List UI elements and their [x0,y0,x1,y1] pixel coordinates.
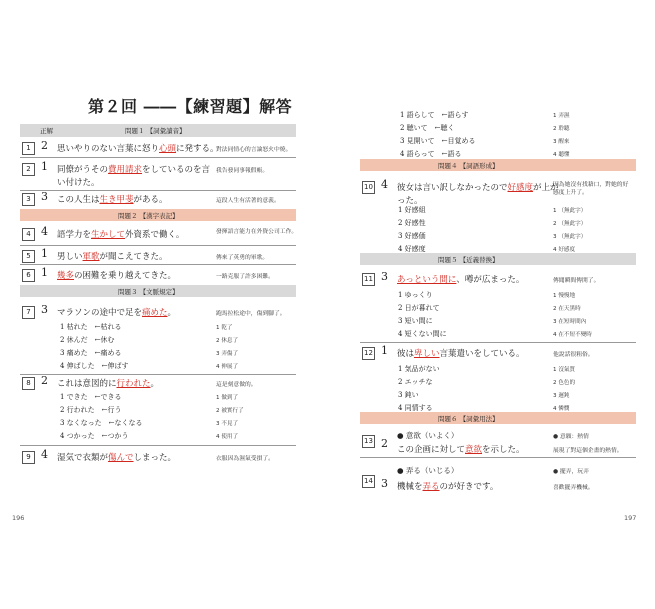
sentence-suffix: 言葉遣いをしている。 [439,349,525,359]
definition-heading: ● 意欲（いよく） [397,431,459,440]
question-sentence [57,193,168,205]
translation: 我告發同事報假帳。 [216,168,269,174]
translation: 衣服因為濕氣受損了。 [216,456,274,462]
sentence-continuation: い付けた。 [57,178,100,188]
sentence-prefix: 彼は [397,349,415,359]
sentence-prefix: 男しい [57,252,83,262]
answer-word: 行われた [116,379,151,389]
page-number-right: 197 [624,514,637,522]
sentence-prefix: これは意図的に [57,379,117,389]
definition-heading: ● 弄る（いじる） [397,466,459,475]
answer-word: 好感度 [507,183,534,193]
translation: 傳來了英勇的軍歌。 [216,255,269,261]
answer-word: 卑しい [414,349,440,359]
option-translation: 2 被實行了 [216,408,244,414]
option-translation: 2 休息了 [216,338,239,344]
question-sentence [57,228,184,240]
option: 3 なくなった ←なくなる [60,419,143,427]
question-number: 8 [22,377,35,390]
answer-number: 1 [41,266,48,279]
answer-number: 1 [41,160,48,173]
question-number: 12 [362,347,375,360]
option-translation: 3 遲鈍 [553,393,570,399]
sentence-prefix: この企画に対して [397,445,466,455]
divider [20,445,296,446]
answer-word: 弄る [422,482,440,492]
section-bar [20,209,296,221]
sentence-suffix: をしているのを言 [142,165,211,175]
section-heading: 問題６ 【詞彙用法】 [438,415,499,423]
sentence-suffix: しまった。 [133,453,177,463]
section-bar [360,159,636,171]
sentence-continuation: った。 [397,196,423,206]
answer-word: 費用請求 [108,165,143,175]
sentence-suffix: を示した。 [482,445,525,455]
question-number: 13 [362,435,375,448]
option: 3 鈍い [398,391,419,399]
sentence-prefix: マラソンの途中で足を [57,308,143,318]
answer-number: 2 [41,374,48,387]
option: 3 好感価 [398,232,426,240]
option: 4 つかった ←つかう [60,432,129,440]
definition-translation: ● 意願：熱情 [553,434,589,440]
divider [20,374,296,375]
option: 4 同情する [398,404,433,412]
option: 4 語らって ←語る [400,150,462,158]
translation: 這是刻意做的。 [216,382,257,388]
option-translation: 1 弄濕 [553,113,570,119]
answer-number: 2 [41,139,48,152]
section-bar [360,253,636,265]
translation: 發揮語言能力在外資公司工作。 [216,229,298,235]
answer-word: 軍歌 [82,252,100,262]
answer-number: 1 [381,344,388,357]
sentence-prefix: 同僚がうその [57,165,109,175]
option-translation: 2 （無此字） [553,221,587,227]
question-sentence [397,181,559,193]
option-translation: 3 （無此字） [553,234,587,240]
option-translation: 3 醒來 [553,139,570,145]
option: 2 行われた ←行う [60,406,122,414]
option: 1 語らして ←語らす [400,111,469,119]
question-number: 14 [362,475,375,488]
sentence-prefix: 思いやりのない言葉に怒り [57,144,160,154]
question-number: 10 [362,181,375,194]
answer-number: 3 [381,477,388,490]
section-bar [20,285,296,297]
answer-number: 4 [41,448,48,461]
question-sentence [397,347,525,359]
question-number: 3 [22,193,35,206]
option-translation: 1 乾了 [216,325,233,331]
question-sentence [57,269,176,281]
section-heading: 問題１ 【詞彙讀音】 [125,127,186,135]
sentence-suffix: 。 [150,379,160,389]
translation: 跑馬拉松途中，傷到腳了。 [216,311,286,317]
translation: 一路克服了許多困難。 [216,274,274,280]
section-heading: 問題２ 【漢字表記】 [118,212,179,220]
option-translation: 1 慢慢地 [553,293,576,299]
divider [20,264,296,265]
answer-number: 4 [381,178,388,191]
option: 3 短い間に [398,317,433,325]
question-sentence [397,480,498,492]
question-number: 6 [22,269,35,282]
translation: 因為她沒有找藉口，對她的好感度上升了。 [553,182,629,196]
option-translation: 4 憐憫 [553,406,570,412]
question-number: 9 [22,451,35,464]
sentence-suffix: 外資系で働く。 [125,230,185,240]
page-title: 第２回 ――【練習題】解答 [88,97,293,116]
question-sentence [57,377,159,389]
section-heading: 問題５ 【近義替換】 [438,256,499,264]
option: 2 聴いて ←聴く [400,124,455,132]
question-number: 11 [362,273,375,286]
option: 1 枯れた ←枯れる [60,323,122,331]
divider [20,190,296,191]
question-sentence [57,306,176,318]
option: 1 ゆっくり [398,291,433,299]
section-heading: 問題４ 【詞語形成】 [438,162,499,170]
sentence-prefix: 彼女は言い訳しなかったので [397,183,508,193]
definition-translation: ● 擺弄，玩弄 [553,469,589,475]
answer-word: 心頭 [159,144,177,154]
divider [360,342,636,343]
option: 3 痛めた ←痛める [60,349,122,357]
translation: 傳聞瞬間傳開了。 [553,278,600,284]
option-translation: 3 弄傷了 [216,351,239,357]
section-bar [360,412,636,424]
option-translation: 4 好感度 [553,247,576,253]
option: 4 短くない間に [398,330,447,338]
answer-word: 幾多 [57,271,75,281]
translation: 對法同情心的言論怒火中燒。 [216,147,292,153]
option: 1 できた ←できる [60,393,122,401]
question-sentence [57,142,219,154]
option-translation: 4 在不短不變時 [553,332,592,338]
answer-word: 傷んで [108,453,134,463]
option: 1 好感組 [398,206,426,214]
option-translation: 2 色色的 [553,380,576,386]
answer-word: 生き甲斐 [99,195,134,205]
option-translation: 3 不見了 [216,421,239,427]
option-translation: 2 在天黑時 [553,306,581,312]
sentence-suffix: 、噂が広まった。 [456,275,525,285]
option: 2 日が暮れて [398,304,440,312]
option-translation: 4 聽懂 [553,152,570,158]
sentence-suffix: が聞こえてきた。 [99,252,168,262]
option-translation: 4 伸展了 [216,364,239,370]
translation: 展現了對這個企畫的熱情。 [553,448,623,454]
answer-number: 3 [381,270,388,283]
answer-number: 3 [41,190,48,203]
option: 4 好感度 [398,245,426,253]
column-header [20,124,296,137]
option: 3 見開いて ←目覚める [400,137,476,145]
column-header-label: 正解 [40,127,53,135]
question-sentence [397,443,525,455]
question-number: 4 [22,228,35,241]
sentence-suffix: に発する。 [176,144,219,154]
divider [20,157,296,158]
section-heading: 問題３ 【文脈規定】 [118,288,179,296]
sentence-suffix: の困難を乗り越えてきた。 [74,271,177,281]
option-translation: 2 聆聽 [553,126,570,132]
answer-number: 1 [41,247,48,260]
option-translation: 1 沒氣質 [553,367,576,373]
answer-number: 3 [41,303,48,316]
sentence-prefix: 機械を [397,482,423,492]
option: 4 伸ばした ←伸ばす [60,362,129,370]
sentence-prefix: 湿気で衣類が [57,453,109,463]
divider [20,245,296,246]
question-sentence [57,163,210,175]
option-translation: 3 在短時間內 [553,319,587,325]
question-sentence [397,273,524,285]
question-number: 1 [22,142,35,155]
divider [360,457,636,458]
sentence-suffix: のが好きです。 [439,482,499,492]
option: 2 好感性 [398,219,426,227]
question-sentence [57,250,168,262]
question-number: 7 [22,306,35,319]
sentence-prefix: 語学力を [57,230,92,240]
option-translation: 4 使用了 [216,434,239,440]
sentence-suffix: 。 [167,308,177,318]
question-number: 2 [22,163,35,176]
option-translation: 1 （無此字） [553,208,587,214]
option: 1 気品がない [398,365,440,373]
sentence-suffix: がある。 [133,195,168,205]
option-translation: 1 做到了 [216,395,239,401]
answer-number: 2 [381,437,388,450]
option: 2 エッチな [398,378,433,386]
page-number-left: 196 [12,514,25,522]
answer-number: 4 [41,225,48,238]
sentence-prefix: この人生は [57,195,100,205]
answer-word: 痛めた [142,308,168,318]
question-sentence [57,451,176,463]
option: 2 休んだ ←休む [60,336,115,344]
question-number: 5 [22,250,35,263]
answer-word: あっという間に [397,275,457,285]
translation: 他說話很粗俗。 [553,352,594,358]
answer-word: 意欲 [465,445,483,455]
translation: 喜歡擺弄機械。 [553,485,594,491]
translation: 這段人生有活著的意義。 [216,198,280,204]
sentence-suffix: が上が [533,183,559,193]
answer-word: 生かして [91,230,126,240]
